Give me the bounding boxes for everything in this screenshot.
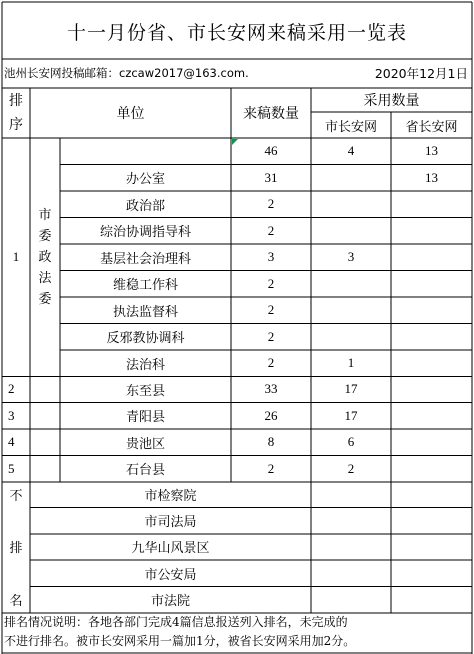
subunit-province — [391, 218, 472, 245]
rank-header-bottom: 序 — [9, 117, 23, 133]
subunit-city — [311, 218, 391, 245]
group-name-char: 法 — [38, 270, 52, 286]
subunit-city — [311, 271, 391, 298]
county-received: 8 — [267, 434, 275, 450]
subunit-province — [391, 271, 472, 298]
subunit-received: 2 — [267, 275, 275, 291]
unranked-label-char: 排 — [9, 541, 23, 557]
subunit-city — [311, 297, 391, 324]
subunit-name: 执法监督科 — [112, 304, 178, 320]
submission-email: 池州长安网投稿邮箱：czcaw2017@163.com. — [4, 66, 249, 80]
county-city: 17 — [344, 407, 358, 423]
subunit-received: 31 — [264, 169, 278, 185]
rank-header-top: 排 — [9, 93, 23, 109]
subunit-name: 维稳工作科 — [112, 278, 178, 294]
county-rank: 2 — [8, 381, 15, 397]
received-header: 来稿数量 — [243, 106, 299, 122]
county-name: 石台县 — [125, 463, 165, 479]
subunit-province — [391, 324, 472, 351]
county-city: 2 — [347, 460, 355, 476]
group-name-char: 政 — [38, 249, 52, 265]
subunit-city — [311, 191, 391, 218]
unranked-unit-name: 市法院 — [150, 594, 190, 610]
subunit-name: 政治部 — [125, 198, 165, 214]
ranking-note-line-2: 不进行排名。被市长安网采用一篇加1分，被省长安网采用加2分。 — [4, 634, 356, 648]
group-rank: 1 — [12, 249, 20, 265]
subunit-received: 2 — [267, 196, 275, 212]
subunit-city: 1 — [347, 355, 355, 371]
county-received: 26 — [264, 407, 278, 423]
county-received: 2 — [267, 460, 275, 476]
county-received: 33 — [264, 381, 278, 397]
subunit-received: 2 — [267, 355, 275, 371]
group-total-received: 46 — [264, 143, 278, 159]
subunit-city: 3 — [347, 249, 355, 265]
ranking-note-line-1: 排名情况说明：各地各部门完成4篇信息报送列入排名，未完成的 — [4, 615, 348, 629]
group-total-city: 4 — [347, 143, 355, 159]
city-site-header: 市长安网 — [324, 120, 377, 135]
subunit-city — [311, 324, 391, 351]
county-rank: 4 — [8, 434, 15, 450]
county-province — [391, 376, 472, 403]
adopted-header: 采用数量 — [363, 93, 420, 109]
subunit-province — [391, 191, 472, 218]
subunit-received: 2 — [267, 222, 275, 238]
county-name: 青阳县 — [125, 410, 165, 426]
subunit-received: 2 — [267, 302, 275, 318]
subunit-name: 反邪教协调科 — [106, 331, 185, 347]
county-rank: 5 — [8, 460, 15, 476]
county-name: 贵池区 — [125, 436, 165, 452]
group-name-vertical — [30, 165, 60, 351]
group-total-province: 13 — [425, 143, 438, 159]
county-rank: 3 — [8, 407, 15, 423]
subunit-name: 基层社会治理科 — [99, 251, 191, 267]
unranked-unit-name: 市司法局 — [144, 515, 197, 531]
group-name-char: 委 — [38, 291, 52, 307]
unranked-unit-name: 市公安局 — [144, 567, 197, 583]
unit-header: 单位 — [116, 106, 145, 122]
province-site-header: 省长安网 — [405, 120, 458, 135]
subunit-province — [391, 297, 472, 324]
group-name-char: 委 — [38, 228, 52, 244]
subunit-name: 法治科 — [125, 357, 165, 373]
subunit-name: 办公室 — [125, 172, 165, 188]
county-city: 6 — [347, 434, 355, 450]
subunit-received: 2 — [267, 328, 275, 344]
subunit-province: 13 — [425, 169, 438, 185]
subunit-name: 综治协调指导科 — [99, 225, 191, 241]
unranked-label-char: 不 — [9, 488, 23, 504]
sheet-title: 十一月份省、市长安网来稿采用一览表 — [66, 21, 407, 44]
subunit-province — [391, 350, 472, 377]
group-name-char: 市 — [38, 207, 52, 223]
subunit-city — [311, 165, 391, 192]
subunit-received: 3 — [267, 249, 275, 265]
report-date: 2020年12月1日 — [374, 66, 468, 81]
county-name: 东至县 — [125, 383, 165, 399]
county-province — [391, 456, 472, 483]
county-province — [391, 429, 472, 456]
unranked-unit-name: 九华山风景区 — [131, 541, 210, 557]
subunit-province — [391, 244, 472, 271]
county-province — [391, 403, 472, 430]
unranked-unit-name: 市检察院 — [144, 488, 197, 504]
unranked-label-char: 名 — [9, 594, 23, 610]
county-city: 17 — [344, 381, 358, 397]
